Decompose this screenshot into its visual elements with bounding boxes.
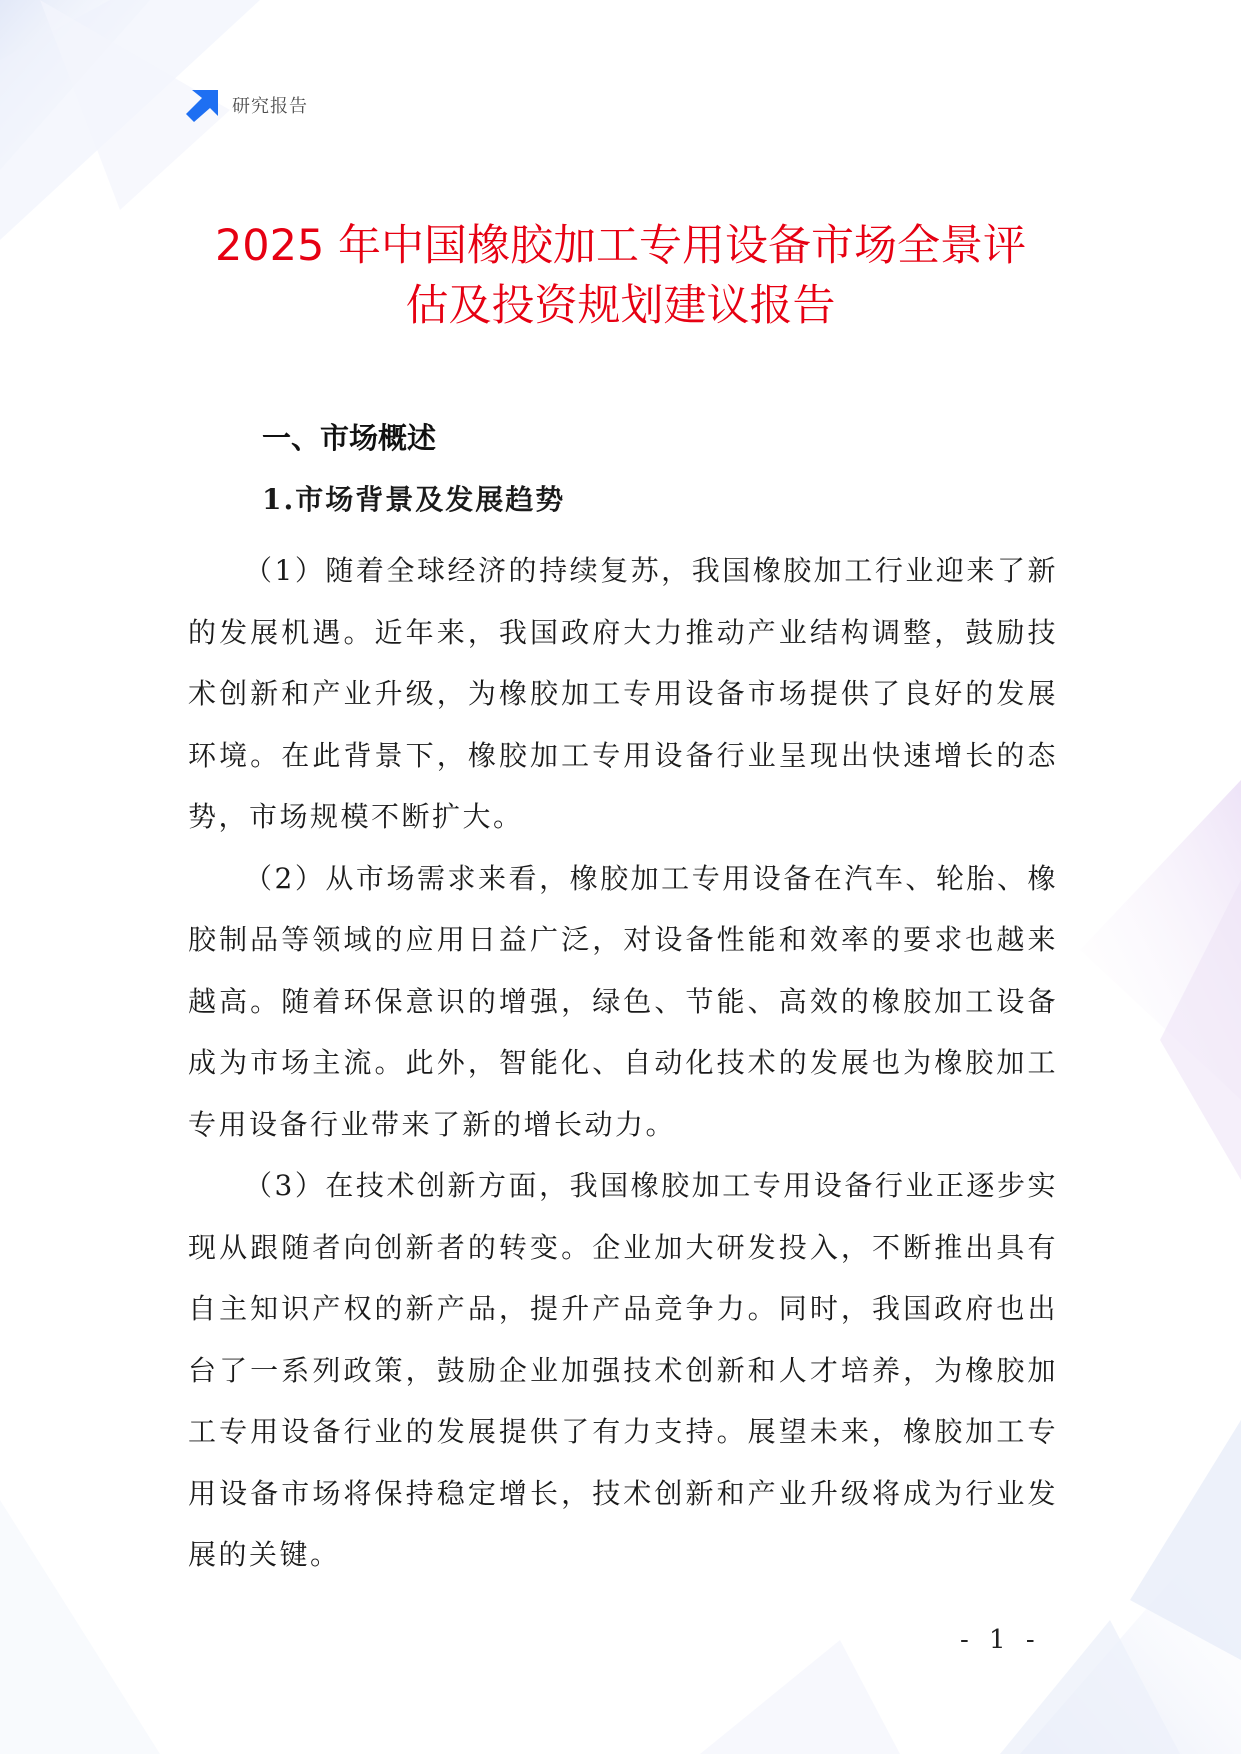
report-title (150, 216, 1091, 336)
page-number: - 1 - (960, 1625, 1041, 1655)
report-brand (186, 88, 308, 122)
title-line-2: 估及投资规划建议报告 (405, 281, 836, 331)
brand-label: 研究报告 (232, 96, 308, 117)
paragraph-1: （1）随着全球经济的持续复苏，我国橡胶加工行业迎来了新的发展机遇。近年来，我国政府大力推动产业结构调整，鼓励技术创新和产业升级，为橡胶加工专用设备市场提供了良好的发展环境。在此背景下，橡胶加工专用设备行业呈现出快速增长的态势，市场规模不断扩大。 (188, 554, 1058, 833)
body-text (188, 540, 1058, 1586)
arrow-up-right-icon (186, 88, 220, 122)
paragraph-2: （2）从市场需求来看，橡胶加工专用设备在汽车、轮胎、橡胶制品等领域的应用日益广泛，对设备性能和效率的要求也越来越高。随着环保意识的增强，绿色、节能、高效的橡胶加工设备成为市场主流。此外，智能化、自动化技术的发展也为橡胶加工专用设备行业带来了新的增长动力。 (188, 861, 1058, 1141)
sub-heading: 1.市场背景及发展趋势 (262, 483, 566, 516)
title-line-1: 2025 年中国橡胶加工专用设备市场全景评 (214, 221, 1027, 271)
paragraph-3: （3）在技术创新方面，我国橡胶加工专用设备行业正逐步实现从跟随者向创新者的转变。企业加大研发投入，不断推出具有自主知识产权的新产品，提升产品竞争力。同时，我国政府也出台了一系列政策，鼓励企业加强技术创新和人才培养，为橡胶加工专用设备行业的发展提供了有力支持。展望未来，橡胶加工专用设备市场将保持稳定增长，技术创新和产业升级将成为行业发展的关键。 (188, 1169, 1058, 1571)
section-heading: 一、市场概述 (262, 421, 437, 455)
